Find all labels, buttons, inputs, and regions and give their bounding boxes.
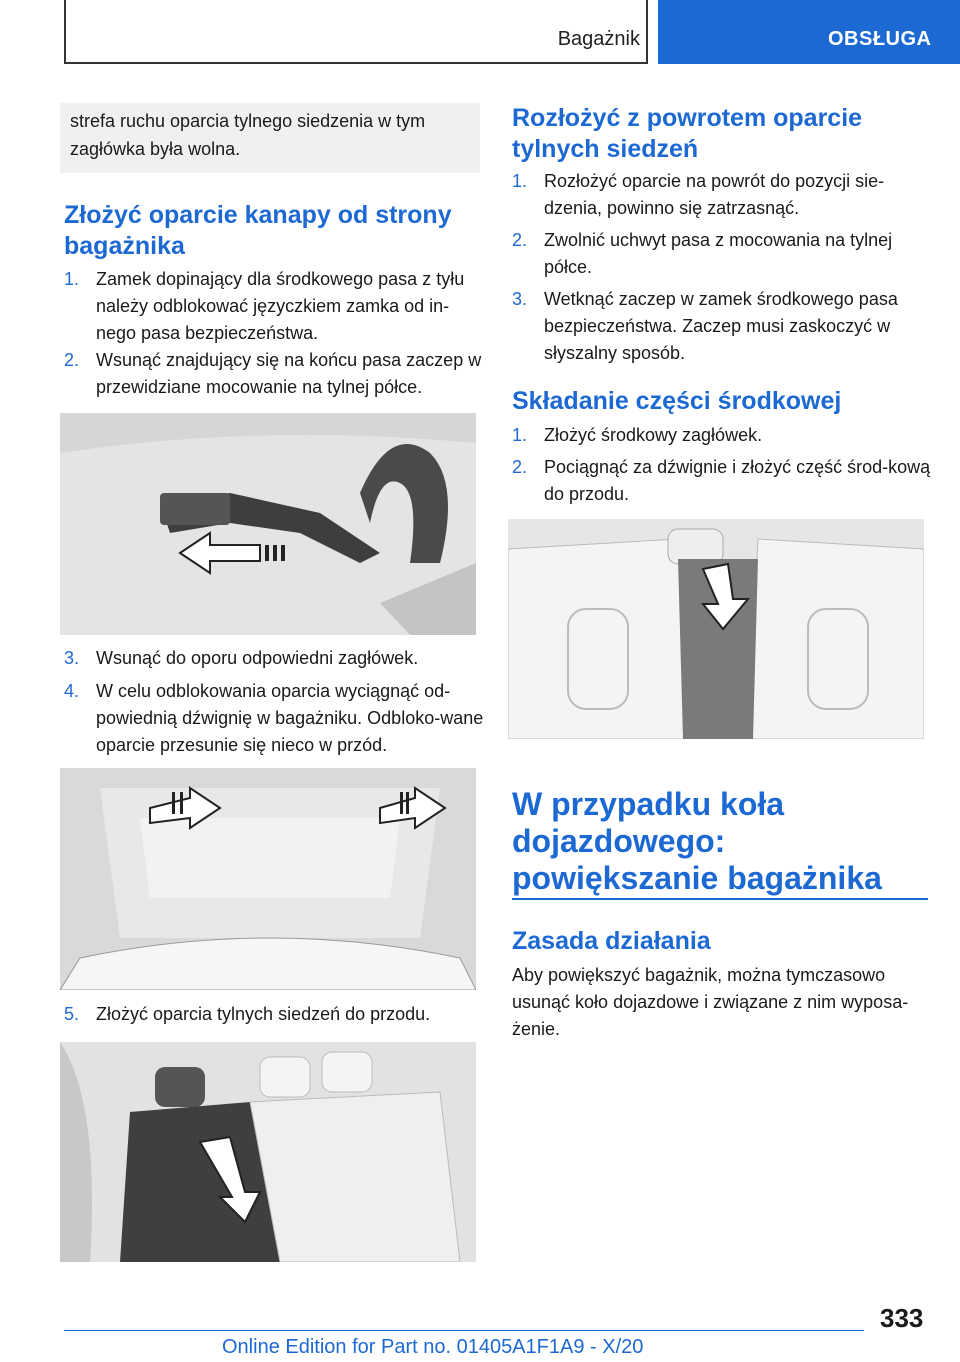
step-text: Złożyć środkowy zagłówek. [544,425,763,445]
step-number: 1. [512,171,528,191]
section-heading-center-section: Składanie części środkowej [512,387,842,415]
header-section-title: Bagażnik [557,28,640,50]
step-item [512,422,932,450]
step-item [64,266,484,348]
step-text: Wetknąć zaczep w zamek środkowego pasa bezpieczeństwa. Zaczep musi zaskoczyć w słyszalny sposób. [544,289,898,363]
step-item [64,1001,484,1029]
trunk-illustration [60,768,476,990]
step-number: 3. [64,648,80,668]
step-text: Wsunąć do oporu odpowiedni zagłówek. [96,648,419,668]
step-text: Wsunąć znajdujący się na końcu pasa zaczep w przewidziane mocowanie na tylnej półce. [96,350,482,397]
step-item [64,645,484,673]
step-item [64,347,484,403]
step-number: 2. [512,457,528,477]
step-item [64,678,484,760]
step-text: Rozłożyć oparcie na powrót do pozycji sie‐dzenia, powinno się zatrzasnąć. [544,171,885,218]
step-number: 2. [512,230,528,250]
step-number: 1. [512,425,528,445]
footer-divider [64,1330,864,1331]
header-chapter-tab: OBSŁUGA [658,0,960,64]
principle-paragraph: Aby powiększyć bagażnik, można tymczasowo usunąć koło dojazdowe i związane z nim wyposa‐żenie. [512,965,909,1039]
step-text: Złożyć oparcia tylnych siedzeń do przodu. [96,1004,431,1024]
step-item [512,286,932,368]
page-number: 333 [880,1303,924,1333]
step-number: 1. [64,269,80,289]
heading-divider [512,898,928,900]
step-number: 4. [64,681,80,701]
footer-edition-text: Online Edition for Part no. 01405A1F1A9 - X/20 [222,1336,644,1358]
step-item [512,168,932,224]
figure-center-section-fold [508,519,924,739]
section-heading-fold-from-trunk: Złożyć oparcie kanapy od strony bagażnika [64,201,452,260]
section-heading-principle: Zasada działania [512,927,711,955]
note-box: strefa ruchu oparcia tylnego siedzenia w tym zagłówka była wolna. [60,103,480,173]
step-number: 3. [512,289,528,309]
belt-clip-illustration [60,413,476,635]
step-text: Pociągnąć za dźwignie i złożyć część środ‐kową do przodu. [544,457,931,504]
step-item [512,227,932,283]
figure-seat-fold-forward [60,1042,476,1262]
figure-belt-clip-shelf [60,413,476,635]
figure-trunk-release-levers [60,768,476,990]
center-fold-illustration [508,519,924,739]
seat-fold-illustration [60,1042,476,1262]
step-text: Zamek dopinający dla środkowego pasa z tyłu należy odblokować języczkiem zamka od in‐nego pasa bezpieczeństwa. [96,269,465,343]
step-text: W celu odblokowania oparcia wyciągnąć od‐powiednią dźwignię w bagażniku. Odbloko‐wane oparcie przesunie się nieco w przód. [96,681,484,755]
chapter-heading-spare-wheel: W przypadku koła dojazdowego: powiększanie bagażnika [512,786,882,896]
section-heading-unfold-seats: Rozłożyć z powrotem oparcie tylnych siedzeń [512,104,863,163]
step-number: 5. [64,1004,80,1024]
step-number: 2. [64,350,80,370]
step-item [512,454,932,510]
step-text: Zwolnić uchwyt pasa z mocowania na tylnej półce. [544,230,893,277]
